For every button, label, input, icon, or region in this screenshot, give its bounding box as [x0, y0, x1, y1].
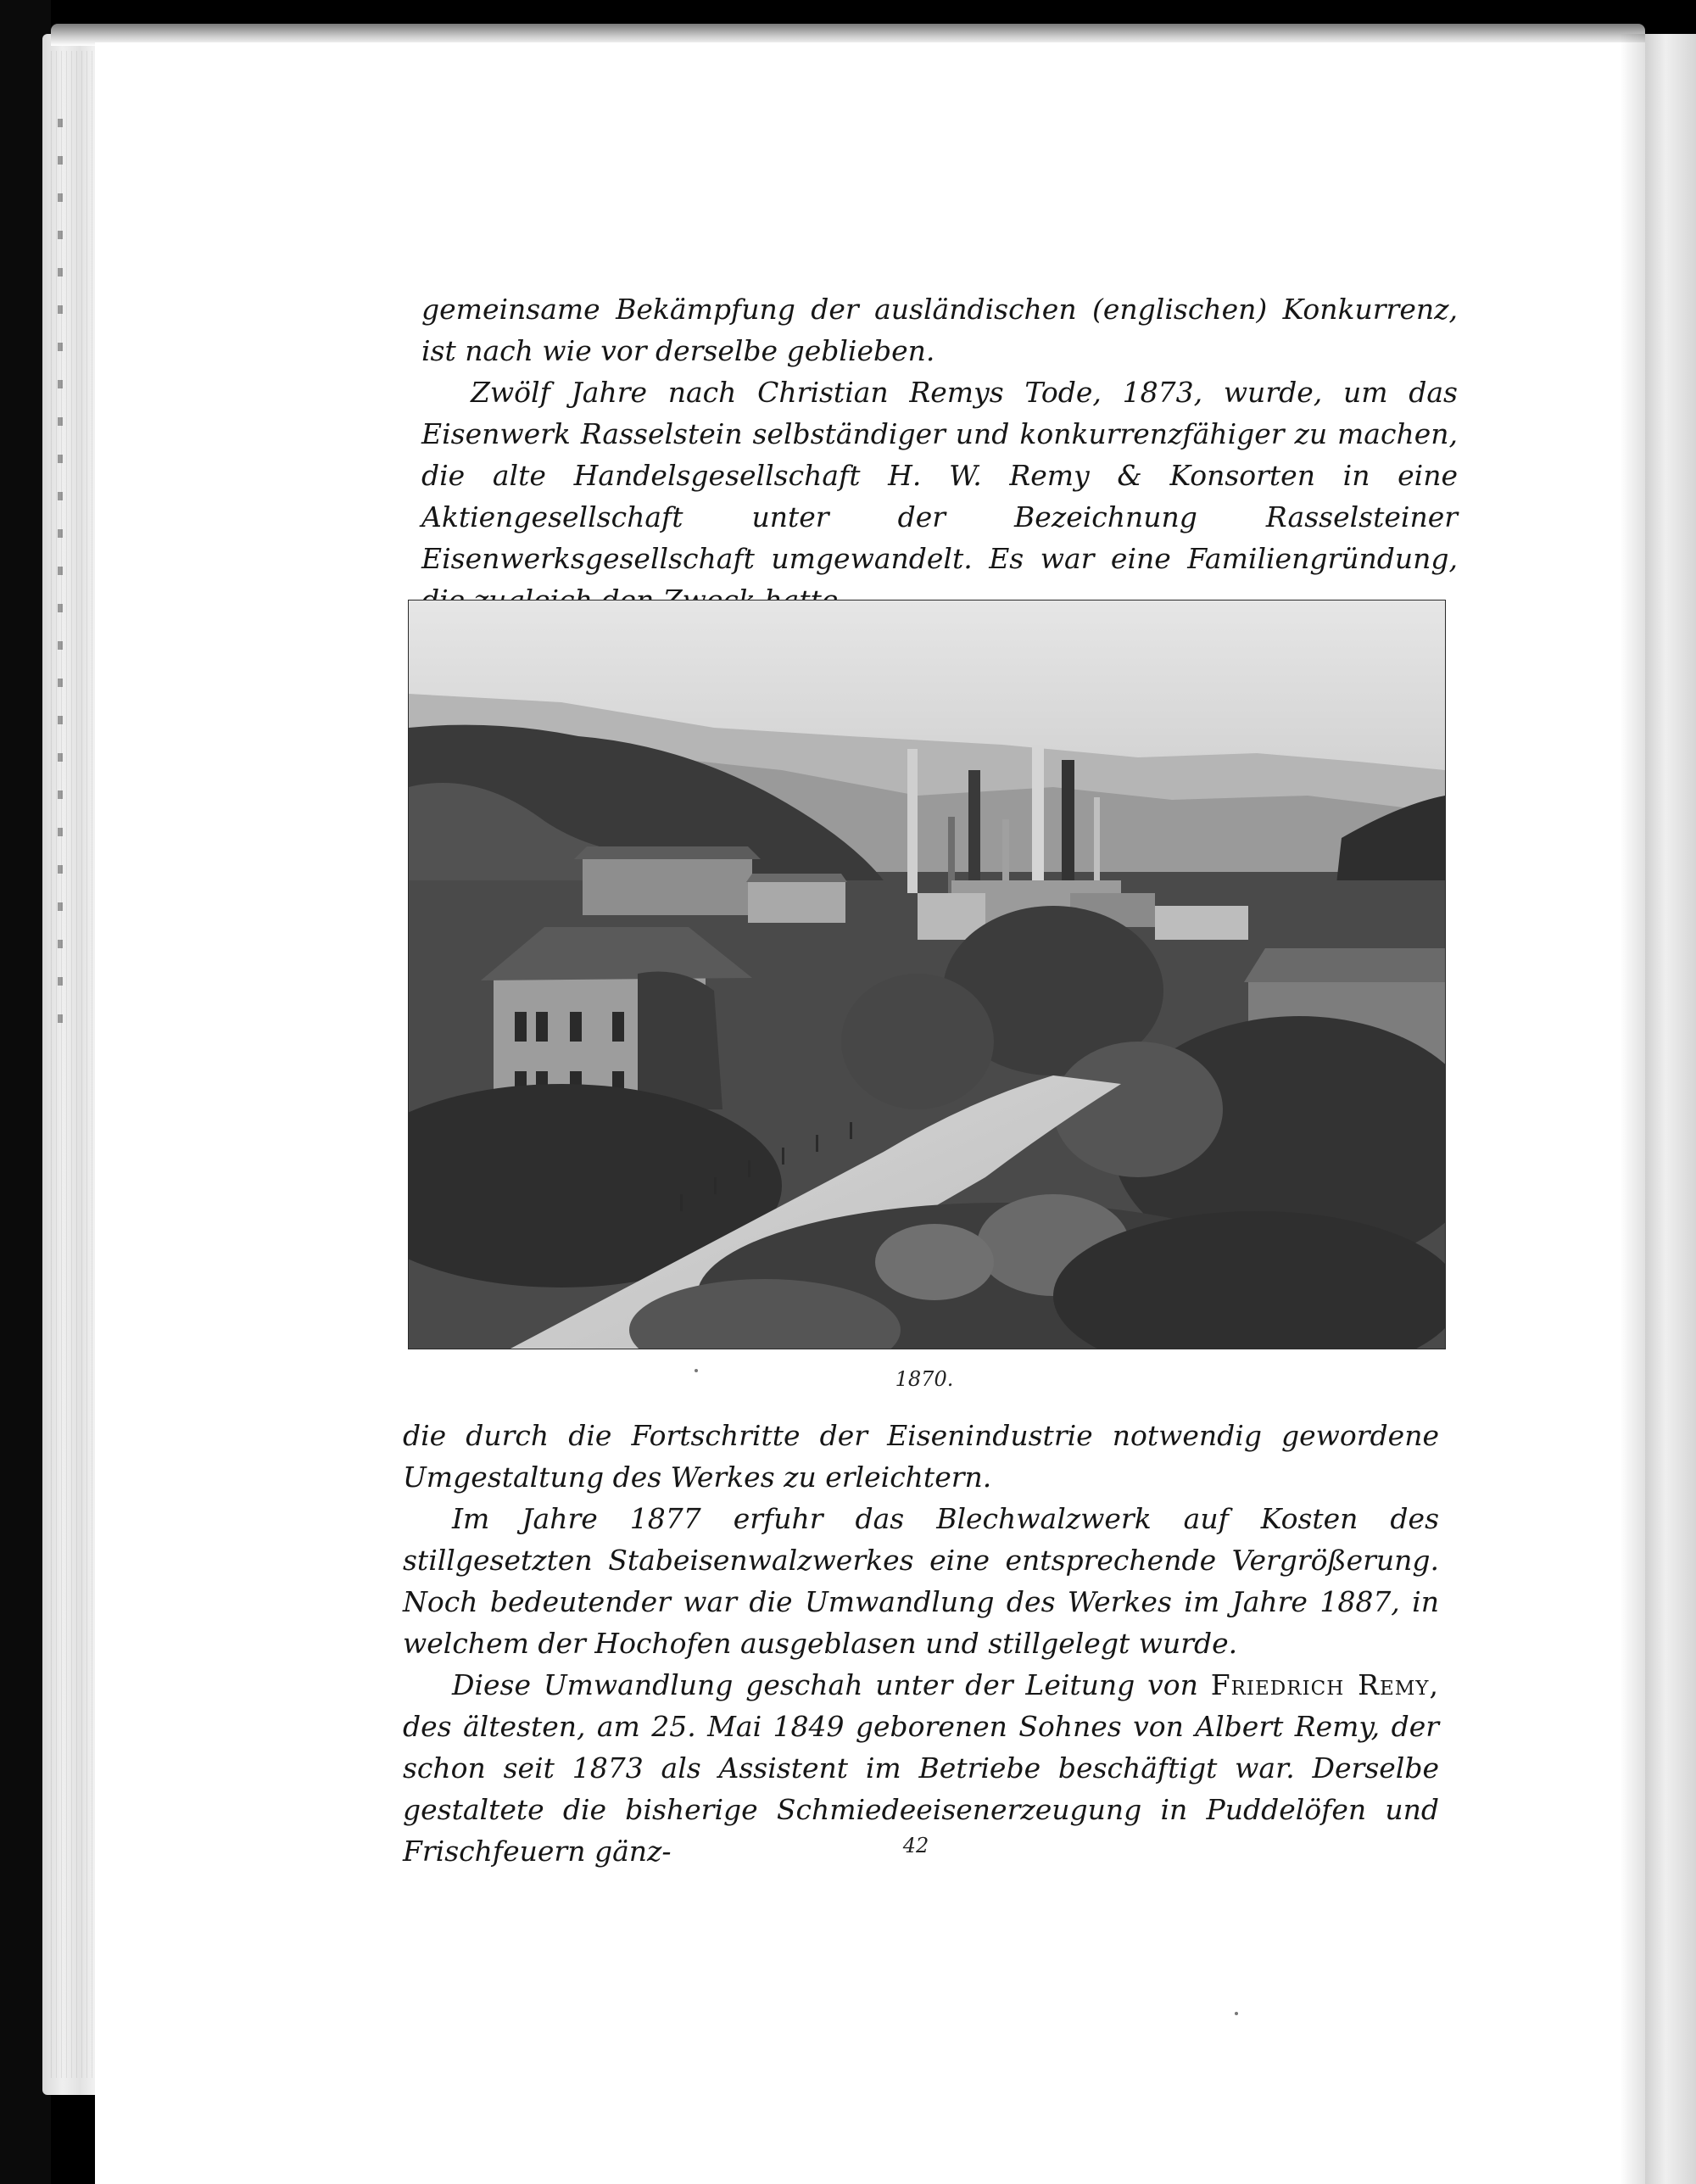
paragraph-1877: Im Jahre 1877 erfuhr das Blechwalzwerk auf Kosten des stillgesetzten Stabeisenwalzwerkes eine entsprechende Vergrößerung. Noch bedeutender war die Umwandlung des Werkes im Jahre 1887, in welchem der Hochofen ausgeblasen und stillgelegt wurde. [403, 1502, 1439, 1660]
text-after-name: des ältesten, am 25. Mai 1849 geborenen Sohnes von Albert Remy, der schon seit 1873 als Assistent im Betriebe beschäftigt war. Derselbe gestaltete die bisherige Schmiedeeisenerzeugung in Puddelöfen und Frischfeuern gänz- [403, 1710, 1439, 1868]
figure-caption: 1870. [895, 1367, 954, 1391]
historical-photograph [409, 600, 1445, 1349]
page-number: 42 [902, 1834, 929, 1857]
gutter-shadow [1620, 34, 1645, 2184]
right-page-edge [1645, 34, 1696, 2184]
paper-speck [695, 1369, 698, 1372]
body-text-top [421, 288, 1458, 621]
ironworks-landscape-image [409, 600, 1445, 1349]
paper-speck [1235, 2012, 1238, 2015]
body-text-bottom [403, 1415, 1439, 1872]
paragraph-continuation-after-figure: die durch die Fortschritte der Eisenindustrie notwendig gewordene Umgestaltung des Werkes zu erleichtern. [403, 1419, 1439, 1494]
paragraph-1873: Zwölf Jahre nach Christian Remys Tode, 1873, wurde, um das Eisenwerk Rasselstein selbständiger und konkurrenzfähiger zu machen, die alte Handelsgesellschaft H. W. Remy & Konsorten in eine Aktiengesellschaft unter der Bezeichnung Rasselsteiner Eisenwerksgesellschaft umgewandelt. Es war eine Familiengründung, [421, 376, 1458, 575]
paragraph-continuation: gemeinsame Bekämpfung der ausländischen (englischen) Konkurrenz, ist nach wie vor derselbe geblieben. [421, 293, 1458, 367]
text-before-name: Diese Umwandlung geschah unter der Leitung von [452, 1668, 1198, 1701]
person-name-smallcaps: Friedrich Remy, [1210, 1668, 1439, 1701]
page-stack-marks [58, 119, 63, 1052]
